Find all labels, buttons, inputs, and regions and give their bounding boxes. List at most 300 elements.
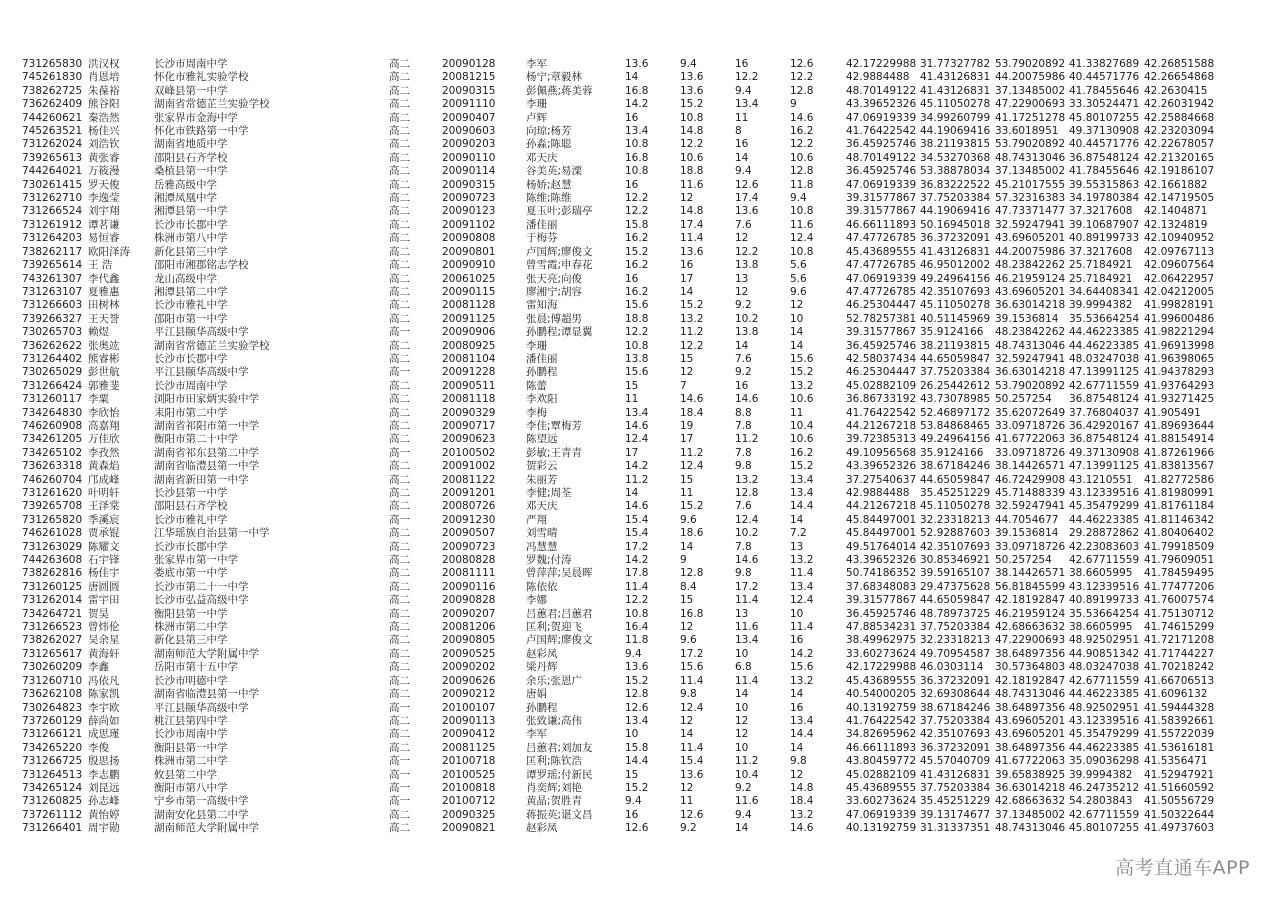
cell-grade: 高二 (389, 232, 410, 245)
cell-student-name: 罗天俊 (88, 178, 120, 191)
cell-std-b: 38.21193815 (920, 138, 991, 151)
cell-std-a: 41.76422542 (846, 714, 917, 727)
cell-birth-date: 20100107 (442, 701, 496, 714)
table-row (22, 447, 1216, 460)
cell-score-b: 16.8 (680, 607, 704, 620)
cell-score-c: 17.2 (735, 580, 759, 593)
cell-score-b: 7 (680, 379, 687, 392)
cell-std-total: 41.51660592 (1144, 781, 1215, 794)
cell-std-a: 47.88534231 (846, 621, 917, 634)
cell-score-c: 11 (735, 111, 749, 124)
cell-student-name: 孙志峰 (88, 795, 120, 808)
cell-student-id: 734265102 (22, 446, 83, 459)
cell-score-b: 11 (680, 795, 694, 808)
cell-school: 长沙市周南中学 (154, 379, 228, 392)
cell-std-total: 41.6096132 (1144, 688, 1208, 701)
cell-student-name: 李孜然 (88, 446, 120, 459)
cell-birth-date: 20090315 (442, 84, 496, 97)
cell-student-name: 郭雅斐 (88, 379, 120, 392)
cell-score-b: 12 (680, 714, 694, 727)
cell-std-b: 41.43126831 (920, 245, 991, 258)
cell-score-c: 8 (735, 125, 742, 138)
cell-score-d: 12.8 (790, 84, 814, 97)
cell-teacher: 张致谦;高伟 (526, 714, 583, 727)
cell-std-d: 40.89199733 (1069, 594, 1140, 607)
cell-score-a: 10.8 (625, 607, 649, 620)
cell-teacher: 贺彩云 (526, 460, 558, 473)
table-row (22, 420, 1216, 433)
cell-student-name: 吴余星 (88, 634, 120, 647)
cell-student-id: 731264402 (22, 352, 83, 365)
cell-std-a: 39.72385313 (846, 433, 917, 446)
cell-student-id: 731264513 (22, 768, 83, 781)
cell-std-total: 42.26031942 (1144, 98, 1215, 111)
cell-std-d: 35.53664254 (1069, 312, 1140, 325)
cell-score-d: 16.2 (790, 446, 814, 459)
cell-score-a: 14.6 (625, 500, 649, 513)
cell-teacher: 廖湘宁;胡容 (526, 285, 583, 298)
cell-std-d: 48.92502951 (1069, 701, 1140, 714)
cell-student-id: 730264823 (22, 701, 83, 714)
cell-score-a: 15.8 (625, 218, 649, 231)
cell-std-b: 40.51145969 (920, 312, 991, 325)
cell-teacher: 曾雪霞;申春花 (526, 259, 593, 272)
cell-std-b: 46.95012002 (920, 259, 991, 272)
cell-score-d: 15.2 (790, 366, 814, 379)
cell-score-b: 9.2 (680, 822, 697, 835)
cell-teacher: 李梅 (526, 406, 547, 419)
cell-std-d: 45.80107255 (1069, 822, 1140, 835)
cell-school: 湖南省常德芷兰实验学校 (154, 98, 270, 111)
cell-score-d: 5.6 (790, 259, 807, 272)
cell-birth-date: 20081128 (442, 299, 496, 312)
table-row (22, 366, 1216, 379)
cell-score-d: 14 (790, 339, 804, 352)
table-row (22, 192, 1216, 205)
cell-grade: 高二 (389, 84, 410, 97)
cell-grade: 高二 (389, 285, 410, 298)
cell-score-c: 17.4 (735, 192, 759, 205)
cell-std-b: 32.23318213 (920, 513, 991, 526)
cell-std-d: 36.42920167 (1069, 419, 1140, 432)
cell-birth-date: 20081125 (442, 741, 496, 754)
cell-student-id: 736263318 (22, 460, 83, 473)
cell-student-name: 黄海轩 (88, 647, 120, 660)
cell-std-d: 46.24735212 (1069, 781, 1140, 794)
cell-std-d: 36.87548124 (1069, 151, 1140, 164)
cell-std-d: 33.30524471 (1069, 98, 1140, 111)
cell-score-a: 13.4 (625, 125, 649, 138)
cell-score-b: 9.6 (680, 634, 697, 647)
cell-std-d: 42.67711559 (1069, 808, 1140, 821)
cell-score-c: 14 (735, 822, 749, 835)
cell-std-c: 57.32316383 (995, 192, 1066, 205)
cell-std-total: 42.2630415 (1144, 84, 1208, 97)
cell-std-a: 45.43689555 (846, 674, 917, 687)
cell-std-a: 47.47726785 (846, 232, 917, 245)
cell-student-id: 731266725 (22, 755, 83, 768)
cell-student-name: 成思瑾 (88, 728, 120, 741)
cell-std-b: 35.45251229 (920, 487, 991, 499)
cell-std-d: 47.13991125 (1069, 460, 1140, 473)
cell-std-total: 41.88154914 (1144, 433, 1215, 446)
cell-score-c: 13.2 (735, 473, 759, 486)
cell-score-a: 14.2 (625, 460, 649, 473)
cell-score-a: 12.2 (625, 594, 649, 607)
cell-std-total: 41.905491 (1144, 406, 1201, 419)
cell-std-total: 41.76007574 (1144, 594, 1215, 607)
cell-std-d: 39.55315863 (1069, 178, 1140, 191)
cell-std-b: 36.37232091 (920, 232, 991, 245)
cell-std-total: 41.50322644 (1144, 808, 1215, 821)
table-row (22, 661, 1216, 674)
cell-score-b: 12 (680, 781, 694, 794)
cell-student-name: 洪汉权 (88, 58, 120, 70)
cell-score-d: 12.2 (790, 138, 814, 151)
cell-std-total: 41.75130712 (1144, 607, 1215, 620)
watermark-text: 高考直通车APP (1115, 857, 1250, 879)
cell-std-total: 41.52947921 (1144, 768, 1215, 781)
cell-score-c: 12.8 (735, 487, 759, 499)
table-row (22, 755, 1216, 768)
cell-score-a: 12.8 (625, 688, 649, 701)
cell-grade: 高二 (389, 487, 410, 499)
cell-std-b: 37.75203384 (920, 621, 991, 634)
cell-score-c: 7.8 (735, 446, 752, 459)
cell-birth-date: 20090626 (442, 674, 496, 687)
cell-std-b: 45.57040709 (920, 755, 991, 768)
cell-std-c: 53.79020892 (995, 379, 1066, 392)
cell-score-d: 15.6 (790, 661, 814, 674)
cell-std-total: 42.14719505 (1144, 192, 1215, 205)
cell-std-total: 41.53616181 (1144, 741, 1215, 754)
cell-grade: 高二 (389, 98, 410, 111)
cell-std-d: 40.44571776 (1069, 71, 1140, 84)
cell-birth-date: 20090123 (442, 205, 496, 218)
cell-std-b: 41.43126831 (920, 768, 991, 781)
cell-std-a: 36.45925746 (846, 607, 917, 620)
cell-school: 湖南省祁东县第二中学 (154, 446, 259, 459)
cell-school: 邵阳市第一中学 (154, 312, 228, 325)
cell-student-name: 李代鑫 (88, 272, 120, 285)
cell-score-d: 12.6 (790, 58, 814, 70)
cell-score-a: 15 (625, 768, 639, 781)
cell-school: 长沙市雅礼中学 (154, 513, 228, 526)
cell-std-a: 36.45925746 (846, 138, 917, 151)
cell-school: 长沙市雅礼中学 (154, 299, 228, 312)
cell-std-b: 36.37232091 (920, 741, 991, 754)
cell-score-a: 15.6 (625, 366, 649, 379)
cell-std-c: 50.257254 (995, 554, 1052, 567)
cell-std-a: 36.45925746 (846, 165, 917, 178)
cell-grade: 高二 (389, 393, 410, 406)
cell-student-id: 738262816 (22, 567, 83, 580)
cell-student-id: 730260209 (22, 661, 83, 674)
cell-grade: 高二 (389, 607, 410, 620)
cell-std-d: 35.09036298 (1069, 755, 1140, 768)
cell-birth-date: 20090110 (442, 151, 496, 164)
cell-school: 怀化市雅礼实验学校 (154, 71, 249, 84)
cell-score-b: 15.6 (680, 661, 704, 674)
cell-std-a: 48.70149122 (846, 151, 917, 164)
cell-grade: 高二 (389, 527, 410, 540)
table-row (22, 380, 1216, 393)
cell-std-d: 42.67711559 (1069, 379, 1140, 392)
cell-student-id: 731265820 (22, 513, 83, 526)
cell-std-total: 41.5356471 (1144, 755, 1208, 768)
cell-std-total: 41.66706513 (1144, 674, 1215, 687)
cell-student-name: 秦浩然 (88, 111, 120, 124)
cell-school: 衡阳市第二十中学 (154, 433, 238, 446)
cell-score-b: 17 (680, 272, 694, 285)
cell-score-b: 12.8 (680, 567, 704, 580)
cell-teacher: 夏玉叶;彭瑞亭 (526, 205, 593, 218)
table-row (22, 273, 1216, 286)
cell-student-id: 730261415 (22, 178, 83, 191)
cell-score-c: 12 (735, 714, 749, 727)
cell-std-c: 44.20075986 (995, 71, 1066, 84)
cell-student-name: 谭茗谦 (88, 218, 120, 231)
cell-std-b: 42.35107693 (920, 285, 991, 298)
cell-score-b: 17 (680, 433, 694, 446)
cell-grade: 高二 (389, 674, 410, 687)
cell-student-id: 746261028 (22, 527, 83, 540)
cell-birth-date: 20100712 (442, 795, 496, 808)
cell-score-c: 11.4 (735, 674, 759, 687)
cell-student-name: 李粟 (88, 393, 109, 406)
cell-score-d: 12.4 (790, 232, 814, 245)
cell-std-total: 41.74615299 (1144, 621, 1215, 634)
cell-birth-date: 20081206 (442, 621, 496, 634)
cell-student-id: 746260908 (22, 419, 83, 432)
cell-teacher: 赵彩凤 (526, 647, 558, 660)
cell-std-d: 42.67711559 (1069, 674, 1140, 687)
cell-student-name: 王泽棠 (88, 500, 120, 513)
cell-std-b: 26.25442612 (920, 379, 991, 392)
cell-score-b: 11.6 (680, 178, 704, 191)
cell-std-c: 33.09718726 (995, 419, 1066, 432)
cell-school: 长沙市第二十一中学 (154, 580, 249, 593)
score-table (22, 58, 1216, 836)
cell-std-c: 36.63014218 (995, 299, 1066, 312)
cell-score-a: 15.4 (625, 527, 649, 540)
cell-score-a: 11 (625, 393, 639, 406)
cell-std-c: 37.13485002 (995, 808, 1066, 821)
cell-std-d: 25.7184921 (1069, 272, 1133, 285)
cell-score-b: 11 (680, 487, 694, 499)
cell-grade: 高二 (389, 272, 410, 285)
cell-teacher: 匡利;陈钦浩 (526, 755, 583, 768)
cell-birth-date: 20090801 (442, 245, 496, 258)
cell-student-name: 贾承锟 (88, 527, 120, 540)
cell-std-d: 43.12339516 (1069, 487, 1140, 499)
cell-birth-date: 20091228 (442, 366, 496, 379)
cell-std-a: 45.43689555 (846, 781, 917, 794)
cell-grade: 高二 (389, 125, 410, 138)
cell-score-d: 11.6 (790, 218, 814, 231)
cell-score-a: 15.2 (625, 674, 649, 687)
cell-grade: 高二 (389, 661, 410, 674)
cell-score-a: 16.2 (625, 285, 649, 298)
cell-school: 张家界市金海中学 (154, 111, 238, 124)
cell-score-d: 14 (790, 741, 804, 754)
cell-std-total: 41.50556729 (1144, 795, 1215, 808)
cell-std-c: 38.14426571 (995, 567, 1066, 580)
cell-score-c: 10 (735, 701, 749, 714)
cell-std-d: 39.9994382 (1069, 768, 1133, 781)
cell-std-b: 45.11050278 (920, 98, 991, 111)
cell-score-b: 13.6 (680, 71, 704, 84)
cell-score-a: 17 (625, 446, 639, 459)
cell-std-c: 53.79020892 (995, 138, 1066, 151)
cell-std-total: 42.22678057 (1144, 138, 1215, 151)
cell-student-id: 730265029 (22, 366, 83, 379)
cell-std-a: 47.06919339 (846, 178, 917, 191)
cell-score-b: 12 (680, 621, 694, 634)
cell-score-a: 12.4 (625, 433, 649, 446)
cell-teacher: 陈维;陈维 (526, 192, 572, 205)
cell-score-c: 12.6 (735, 178, 759, 191)
table-row (22, 112, 1216, 125)
cell-student-name: 田树林 (88, 299, 120, 312)
cell-student-id: 731260710 (22, 674, 83, 687)
cell-score-a: 9.4 (625, 795, 642, 808)
table-row (22, 567, 1216, 580)
cell-birth-date: 20090507 (442, 527, 496, 540)
cell-score-a: 10.8 (625, 138, 649, 151)
table-row (22, 474, 1216, 487)
cell-std-b: 42.35107693 (920, 728, 991, 741)
cell-std-c: 41.67722063 (995, 433, 1066, 446)
cell-birth-date: 20090113 (442, 714, 496, 727)
table-row (22, 138, 1216, 151)
cell-birth-date: 20100818 (442, 781, 496, 794)
cell-grade: 高一 (389, 768, 410, 781)
cell-std-b: 49.70954587 (920, 647, 991, 660)
cell-std-b: 45.11050278 (920, 500, 991, 513)
cell-std-total: 42.21320165 (1144, 151, 1215, 164)
cell-score-d: 10.6 (790, 393, 814, 406)
cell-score-c: 6.8 (735, 661, 752, 674)
cell-student-name: 贺昊 (88, 607, 109, 620)
table-row (22, 608, 1216, 621)
cell-school: 衡阳市第八中学 (154, 781, 228, 794)
cell-std-total: 41.96913998 (1144, 339, 1215, 352)
cell-school: 桑植县第一中学 (154, 165, 228, 178)
cell-student-id: 731263029 (22, 540, 83, 553)
cell-teacher: 陈蕾 (526, 379, 547, 392)
cell-student-name: 熊睿彬 (88, 352, 120, 365)
cell-score-d: 11.4 (790, 567, 814, 580)
cell-grade: 高二 (389, 540, 410, 553)
cell-std-total: 41.83813567 (1144, 460, 1215, 473)
cell-grade: 高二 (389, 728, 410, 741)
cell-score-c: 14.6 (735, 554, 759, 567)
cell-std-c: 46.21959124 (995, 272, 1066, 285)
cell-std-total: 42.09607564 (1144, 259, 1215, 272)
cell-score-a: 15.4 (625, 513, 649, 526)
cell-score-d: 14 (790, 688, 804, 701)
cell-score-a: 16.2 (625, 232, 649, 245)
cell-student-name: 李鑫 (88, 661, 109, 674)
cell-std-a: 37.68348083 (846, 580, 917, 593)
cell-score-c: 9.8 (735, 460, 752, 473)
cell-score-d: 10.8 (790, 245, 814, 258)
table-row (22, 715, 1216, 728)
cell-student-name: 季溪宸 (88, 513, 120, 526)
table-row (22, 460, 1216, 473)
cell-student-name: 黄怡婷 (88, 808, 120, 821)
cell-score-d: 13.4 (790, 473, 814, 486)
cell-score-c: 14 (735, 688, 749, 701)
cell-std-b: 43.73078985 (920, 393, 991, 406)
cell-teacher: 曾萍萍;吴晨晖 (526, 567, 593, 580)
cell-std-c: 36.63014218 (995, 781, 1066, 794)
cell-student-id: 745263521 (22, 125, 83, 138)
cell-std-a: 47.47726785 (846, 259, 917, 272)
cell-teacher: 肖奕辉;刘艳 (526, 781, 583, 794)
cell-score-c: 13.8 (735, 259, 759, 272)
cell-score-d: 9 (790, 98, 797, 111)
cell-score-c: 9.2 (735, 781, 752, 794)
cell-std-d: 38.6605995 (1069, 621, 1133, 634)
cell-birth-date: 20090525 (442, 647, 496, 660)
table-row (22, 219, 1216, 232)
cell-school: 岳阳市第十五中学 (154, 661, 238, 674)
cell-score-b: 12 (680, 192, 694, 205)
cell-grade: 高二 (389, 379, 410, 392)
cell-student-id: 737260129 (22, 714, 83, 727)
cell-std-b: 32.23318213 (920, 634, 991, 647)
cell-std-c: 43.69605201 (995, 285, 1066, 298)
cell-student-name: 万佳欣 (88, 433, 120, 446)
cell-score-a: 15 (625, 379, 639, 392)
cell-birth-date: 20091002 (442, 460, 496, 473)
cell-std-a: 45.43689555 (846, 245, 917, 258)
cell-score-b: 18.8 (680, 165, 704, 178)
cell-score-c: 10.2 (735, 312, 759, 325)
cell-teacher: 李欢阳 (526, 393, 558, 406)
cell-student-name: 黄张睿 (88, 151, 120, 164)
cell-std-a: 42.58037434 (846, 352, 917, 365)
cell-student-name: 易恒睿 (88, 232, 120, 245)
cell-std-a: 43.39652326 (846, 460, 917, 473)
cell-std-b: 37.75203384 (920, 714, 991, 727)
cell-std-c: 56.81845599 (995, 580, 1066, 593)
cell-school: 长沙市周南中学 (154, 728, 228, 741)
cell-std-total: 41.77477206 (1144, 580, 1215, 593)
cell-score-a: 15.2 (625, 245, 649, 258)
table-row (22, 688, 1216, 701)
cell-teacher: 潘佳丽 (526, 218, 558, 231)
cell-teacher: 彭敏;王青青 (526, 446, 583, 459)
cell-std-a: 45.02882109 (846, 379, 917, 392)
cell-teacher: 孙淼;陈聪 (526, 138, 572, 151)
cell-std-d: 47.13991125 (1069, 366, 1140, 379)
cell-student-id: 731260125 (22, 580, 83, 593)
cell-birth-date: 20090116 (442, 580, 496, 593)
cell-std-c: 32.59247941 (995, 218, 1066, 231)
cell-score-d: 10 (790, 312, 804, 325)
cell-grade: 高二 (389, 312, 410, 325)
cell-std-a: 33.60273624 (846, 795, 917, 808)
cell-score-d: 15.2 (790, 460, 814, 473)
cell-score-d: 16.2 (790, 125, 814, 138)
cell-score-c: 12.2 (735, 245, 759, 258)
cell-teacher: 潘佳丽 (526, 352, 558, 365)
cell-student-name: 李宇欧 (88, 701, 120, 714)
cell-std-total: 41.79609051 (1144, 554, 1215, 567)
